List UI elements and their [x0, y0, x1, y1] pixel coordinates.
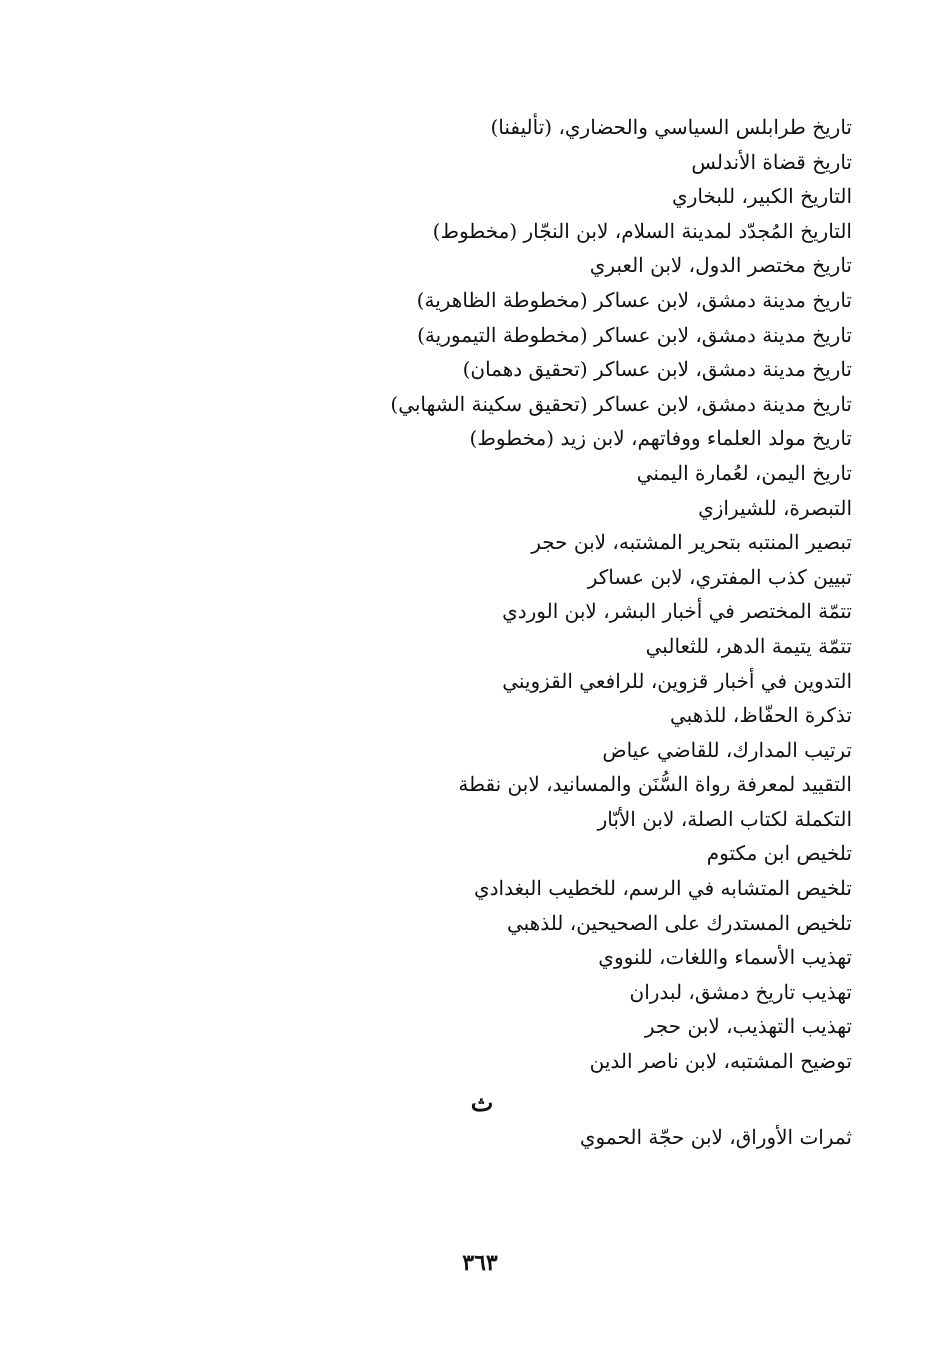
bibliography-entry: تاريخ مدينة دمشق، لابن عساكر (تحقيق سكينة الشهابي)	[390, 391, 852, 416]
bibliography-entry: تذكرة الحفّاظ، للذهبي	[669, 703, 852, 728]
bibliography-entry: تلخيص ابن مكتوم	[706, 841, 852, 866]
bibliography-entry: تتمّة يتيمة الدهر، للثعالبي	[645, 633, 852, 658]
bibliography-entry: تهذيب التهذيب، لابن حجر	[644, 1014, 852, 1039]
bibliography-entry: تاريخ مختصر الدول، لابن العبري	[589, 253, 852, 278]
bibliography-entry: التقييد لمعرفة رواة السُّنَن والمسانيد، لابن نقطة	[458, 772, 852, 797]
bibliography-entry: تاريخ مدينة دمشق، لابن عساكر (مخطوطة التيمورية)	[417, 322, 852, 347]
bibliography-entry: التاريخ المُجدّد لمدينة السلام، لابن النجّار (مخطوط)	[432, 218, 852, 243]
bibliography-entry: ترتيب المدارك، للقاضي عياض	[602, 737, 852, 762]
bibliography-entry: ثمرات الأوراق، لابن حجّة الحموي	[579, 1125, 852, 1149]
section-heading-letter: ث	[470, 1088, 494, 1117]
bibliography-entry: تاريخ اليمن، لعُمارة اليمني	[636, 460, 852, 485]
bibliography-list-tha	[292, 1120, 852, 1155]
bibliography-entry: تاريخ مدينة دمشق، لابن عساكر (مخطوطة الظاهرية)	[416, 287, 852, 312]
bibliography-entry: تبيين كذب المفتري، لابن عساكر	[587, 564, 852, 589]
bibliography-entry: توضيح المشتبه، لابن ناصر الدين	[589, 1049, 852, 1074]
bibliography-entry: التبصرة، للشيرازي	[698, 495, 852, 520]
bibliography-entry: تاريخ طرابلس السياسي والحضاري، (تأليفنا)	[490, 115, 852, 139]
bibliography-entry: التدوين في أخبار قزوين، للرافعي القزويني	[502, 668, 852, 693]
bibliography-entry: تتمّة المختصر في أخبار البشر، لابن الوردي	[502, 599, 852, 624]
bibliography-entry: تاريخ مدينة دمشق، لابن عساكر (تحقيق دهمان)	[462, 357, 852, 382]
bibliography-entry: تاريخ مولد العلماء ووفاتهم، لابن زيد (مخطوط)	[469, 426, 852, 451]
bibliography-entry: تهذيب تاريخ دمشق، لبدران	[629, 979, 852, 1004]
bibliography-list-ta	[292, 110, 852, 1079]
bibliography-entry: تبصير المنتبه بتحرير المشتبه، لابن حجر	[531, 530, 852, 555]
bibliography-entry: التاريخ الكبير، للبخاري	[672, 184, 852, 209]
bibliography-entry: تهذيب الأسماء واللغات، للنووي	[598, 945, 852, 970]
bibliography-entry: تلخيص المتشابه في الرسم، للخطيب البغدادي	[474, 876, 852, 901]
page-number: ٣٦٣	[462, 1250, 498, 1276]
bibliography-entry: تلخيص المستدرك على الصحيحين، للذهبي	[506, 910, 852, 935]
bibliography-entry: تاريخ قضاة الأندلس	[691, 149, 852, 174]
bibliography-entry: التكملة لكتاب الصلة، لابن الأبّار	[597, 806, 852, 831]
